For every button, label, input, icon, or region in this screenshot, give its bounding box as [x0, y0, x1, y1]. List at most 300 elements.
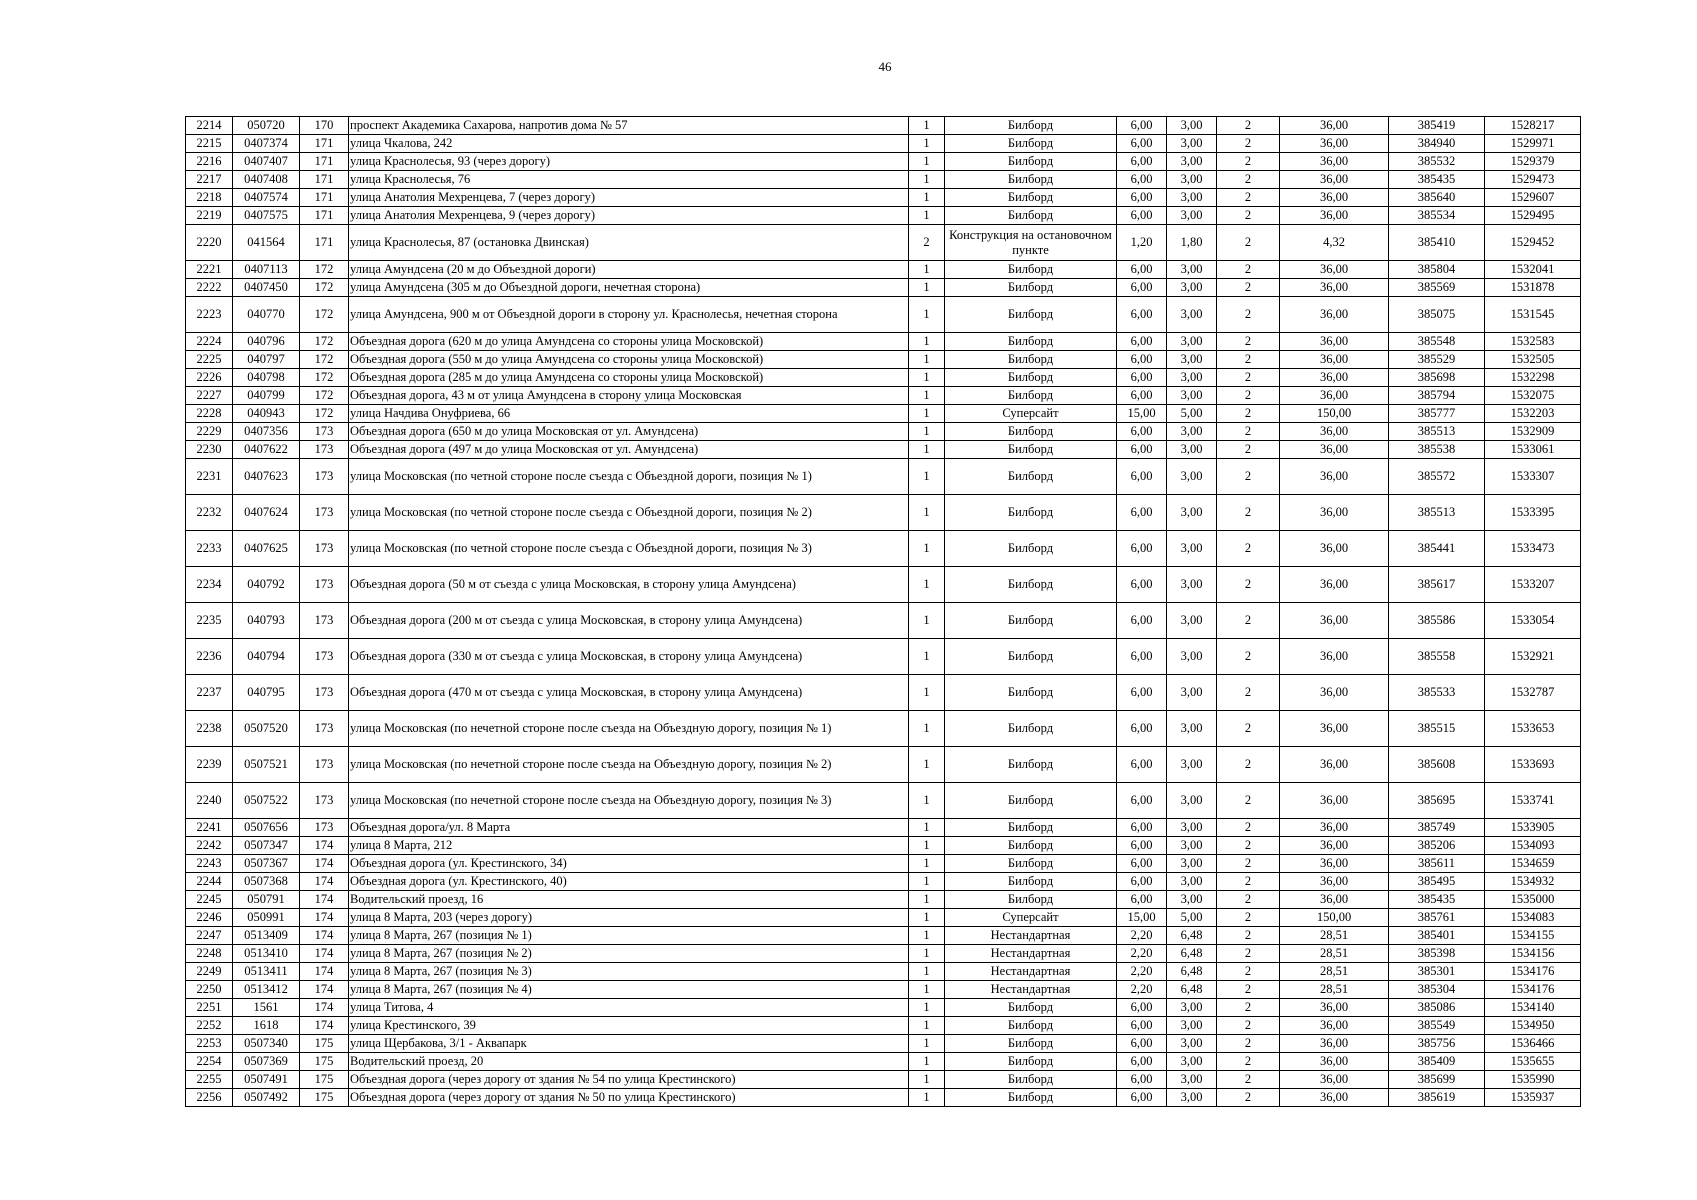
quantity-cell: 1: [909, 531, 945, 567]
coord-x-cell: 385794: [1389, 387, 1485, 405]
width-cell: 6,00: [1117, 387, 1167, 405]
quantity-cell: 1: [909, 603, 945, 639]
table-row: [186, 423, 1581, 441]
coord-y-cell: 1536466: [1485, 1035, 1581, 1053]
width-cell: 1,20: [1117, 225, 1167, 261]
coord-y-cell: 1532909: [1485, 423, 1581, 441]
sides-cell: 2: [1217, 819, 1280, 837]
row-number-cell: 2235: [186, 603, 233, 639]
area-cell: 36,00: [1280, 351, 1389, 369]
structure-id-cell: 0513409: [233, 927, 300, 945]
coord-x-cell: 385495: [1389, 873, 1485, 891]
width-cell: 6,00: [1117, 819, 1167, 837]
coord-y-cell: 1534156: [1485, 945, 1581, 963]
area-cell: 36,00: [1280, 171, 1389, 189]
height-cell: 3,00: [1167, 873, 1217, 891]
quantity-cell: 1: [909, 837, 945, 855]
address-cell: проспект Академика Сахарова, напротив дома № 57: [349, 117, 909, 135]
structure-type-cell: Билборд: [945, 1089, 1117, 1107]
height-cell: 6,48: [1167, 927, 1217, 945]
zone-number-cell: 172: [300, 279, 349, 297]
width-cell: 6,00: [1117, 603, 1167, 639]
coord-y-cell: 1534932: [1485, 873, 1581, 891]
address-cell: Объездная дорога (550 м до улица Амундсена со стороны улица Московской): [349, 351, 909, 369]
structure-type-cell: Билборд: [945, 1053, 1117, 1071]
row-number-cell: 2256: [186, 1089, 233, 1107]
width-cell: 6,00: [1117, 747, 1167, 783]
zone-number-cell: 171: [300, 153, 349, 171]
row-number-cell: 2232: [186, 495, 233, 531]
width-cell: 15,00: [1117, 909, 1167, 927]
sides-cell: 2: [1217, 1017, 1280, 1035]
width-cell: 6,00: [1117, 135, 1167, 153]
structure-id-cell: 0407356: [233, 423, 300, 441]
height-cell: 3,00: [1167, 189, 1217, 207]
zone-number-cell: 172: [300, 297, 349, 333]
structure-id-cell: 041564: [233, 225, 300, 261]
coord-y-cell: 1533653: [1485, 711, 1581, 747]
row-number-cell: 2218: [186, 189, 233, 207]
row-number-cell: 2239: [186, 747, 233, 783]
width-cell: 2,20: [1117, 945, 1167, 963]
zone-number-cell: 174: [300, 945, 349, 963]
height-cell: 6,48: [1167, 945, 1217, 963]
height-cell: 3,00: [1167, 369, 1217, 387]
row-number-cell: 2224: [186, 333, 233, 351]
quantity-cell: 1: [909, 1071, 945, 1089]
coord-x-cell: 384940: [1389, 135, 1485, 153]
row-number-cell: 2245: [186, 891, 233, 909]
sides-cell: 2: [1217, 495, 1280, 531]
coord-y-cell: 1532041: [1485, 261, 1581, 279]
structure-type-cell: Нестандартная: [945, 945, 1117, 963]
structure-id-cell: 040797: [233, 351, 300, 369]
structure-id-cell: 0407622: [233, 441, 300, 459]
coord-x-cell: 385586: [1389, 603, 1485, 639]
zone-number-cell: 173: [300, 747, 349, 783]
address-cell: улица Краснолесья, 93 (через дорогу): [349, 153, 909, 171]
structure-id-cell: 040796: [233, 333, 300, 351]
structure-id-cell: 0407574: [233, 189, 300, 207]
structure-id-cell: 040943: [233, 405, 300, 423]
coord-y-cell: 1528217: [1485, 117, 1581, 135]
table-row: [186, 675, 1581, 711]
height-cell: 3,00: [1167, 1089, 1217, 1107]
width-cell: 6,00: [1117, 1089, 1167, 1107]
quantity-cell: 1: [909, 171, 945, 189]
height-cell: 3,00: [1167, 459, 1217, 495]
row-number-cell: 2255: [186, 1071, 233, 1089]
quantity-cell: 1: [909, 423, 945, 441]
height-cell: 3,00: [1167, 153, 1217, 171]
address-cell: Объездная дорога (497 м до улица Московская от ул. Амундсена): [349, 441, 909, 459]
quantity-cell: 1: [909, 441, 945, 459]
zone-number-cell: 173: [300, 711, 349, 747]
structure-id-cell: 0507521: [233, 747, 300, 783]
table-row: [186, 351, 1581, 369]
zone-number-cell: 175: [300, 1035, 349, 1053]
height-cell: 3,00: [1167, 837, 1217, 855]
area-cell: 36,00: [1280, 819, 1389, 837]
area-cell: 36,00: [1280, 279, 1389, 297]
height-cell: 3,00: [1167, 855, 1217, 873]
area-cell: 36,00: [1280, 1053, 1389, 1071]
table-row: [186, 225, 1581, 261]
structure-type-cell: Билборд: [945, 837, 1117, 855]
zone-number-cell: 175: [300, 1053, 349, 1071]
table-row: [186, 333, 1581, 351]
height-cell: 3,00: [1167, 675, 1217, 711]
table-body: [186, 117, 1581, 1107]
row-number-cell: 2236: [186, 639, 233, 675]
height-cell: 3,00: [1167, 531, 1217, 567]
width-cell: 6,00: [1117, 873, 1167, 891]
table-row: [186, 873, 1581, 891]
width-cell: 15,00: [1117, 405, 1167, 423]
structure-id-cell: 0513412: [233, 981, 300, 999]
zone-number-cell: 175: [300, 1071, 349, 1089]
table-row: [186, 207, 1581, 225]
sides-cell: 2: [1217, 999, 1280, 1017]
address-cell: улица Московская (по четной стороне после съезда с Объездной дороги, позиция № 3): [349, 531, 909, 567]
sides-cell: 2: [1217, 1071, 1280, 1089]
coord-y-cell: 1534659: [1485, 855, 1581, 873]
quantity-cell: 1: [909, 639, 945, 675]
sides-cell: 2: [1217, 387, 1280, 405]
width-cell: 6,00: [1117, 153, 1167, 171]
structure-type-cell: Билборд: [945, 333, 1117, 351]
zone-number-cell: 172: [300, 405, 349, 423]
structure-id-cell: 0507492: [233, 1089, 300, 1107]
structure-type-cell: Билборд: [945, 495, 1117, 531]
address-cell: улица 8 Марта, 212: [349, 837, 909, 855]
height-cell: 5,00: [1167, 909, 1217, 927]
quantity-cell: 1: [909, 945, 945, 963]
address-cell: улица Чкалова, 242: [349, 135, 909, 153]
structure-id-cell: 040793: [233, 603, 300, 639]
area-cell: 36,00: [1280, 459, 1389, 495]
sides-cell: 2: [1217, 855, 1280, 873]
coord-y-cell: 1533741: [1485, 783, 1581, 819]
structure-id-cell: 0507347: [233, 837, 300, 855]
structure-type-cell: Билборд: [945, 459, 1117, 495]
width-cell: 6,00: [1117, 711, 1167, 747]
row-number-cell: 2221: [186, 261, 233, 279]
coord-x-cell: 385761: [1389, 909, 1485, 927]
advertising-structures-table: [185, 116, 1581, 1107]
structure-id-cell: 040794: [233, 639, 300, 675]
structure-type-cell: Билборд: [945, 855, 1117, 873]
structure-type-cell: Билборд: [945, 261, 1117, 279]
row-number-cell: 2214: [186, 117, 233, 135]
address-cell: Объездная дорога (620 м до улица Амундсена со стороны улица Московской): [349, 333, 909, 351]
area-cell: 28,51: [1280, 981, 1389, 999]
structure-type-cell: Билборд: [945, 297, 1117, 333]
quantity-cell: 1: [909, 207, 945, 225]
row-number-cell: 2217: [186, 171, 233, 189]
structure-id-cell: 0507368: [233, 873, 300, 891]
sides-cell: 2: [1217, 459, 1280, 495]
structure-type-cell: Билборд: [945, 1017, 1117, 1035]
structure-type-cell: Билборд: [945, 873, 1117, 891]
table-row: [186, 387, 1581, 405]
coord-y-cell: 1533905: [1485, 819, 1581, 837]
coord-x-cell: 385513: [1389, 423, 1485, 441]
structure-id-cell: 0407374: [233, 135, 300, 153]
address-cell: улица Амундсена, 900 м от Объездной дороги в сторону ул. Краснолесья, нечетная сторона: [349, 297, 909, 333]
address-cell: Объездная дорога (330 м от съезда с улица Московская, в сторону улица Амундсена): [349, 639, 909, 675]
table-row: [186, 171, 1581, 189]
table-row: [186, 999, 1581, 1017]
table-row: [186, 891, 1581, 909]
area-cell: 36,00: [1280, 873, 1389, 891]
height-cell: 1,80: [1167, 225, 1217, 261]
sides-cell: 2: [1217, 369, 1280, 387]
table-row: [186, 963, 1581, 981]
sides-cell: 2: [1217, 207, 1280, 225]
row-number-cell: 2244: [186, 873, 233, 891]
structure-type-cell: Билборд: [945, 1071, 1117, 1089]
coord-y-cell: 1535937: [1485, 1089, 1581, 1107]
row-number-cell: 2227: [186, 387, 233, 405]
width-cell: 6,00: [1117, 207, 1167, 225]
quantity-cell: 1: [909, 135, 945, 153]
structure-id-cell: 0407450: [233, 279, 300, 297]
coord-x-cell: 385777: [1389, 405, 1485, 423]
sides-cell: 2: [1217, 1089, 1280, 1107]
coord-y-cell: 1533307: [1485, 459, 1581, 495]
table-row: [186, 1089, 1581, 1107]
zone-number-cell: 174: [300, 855, 349, 873]
width-cell: 6,00: [1117, 459, 1167, 495]
structure-type-cell: Билборд: [945, 999, 1117, 1017]
structure-type-cell: Билборд: [945, 531, 1117, 567]
height-cell: 3,00: [1167, 1035, 1217, 1053]
area-cell: 36,00: [1280, 783, 1389, 819]
structure-type-cell: Билборд: [945, 567, 1117, 603]
zone-number-cell: 174: [300, 873, 349, 891]
coord-y-cell: 1533061: [1485, 441, 1581, 459]
quantity-cell: 1: [909, 981, 945, 999]
width-cell: 6,00: [1117, 531, 1167, 567]
address-cell: улица 8 Марта, 267 (позиция № 2): [349, 945, 909, 963]
area-cell: 36,00: [1280, 369, 1389, 387]
zone-number-cell: 173: [300, 531, 349, 567]
coord-x-cell: 385086: [1389, 999, 1485, 1017]
zone-number-cell: 173: [300, 819, 349, 837]
row-number-cell: 2216: [186, 153, 233, 171]
structure-id-cell: 0507522: [233, 783, 300, 819]
height-cell: 5,00: [1167, 405, 1217, 423]
table-row: [186, 783, 1581, 819]
zone-number-cell: 173: [300, 675, 349, 711]
quantity-cell: 1: [909, 927, 945, 945]
zone-number-cell: 171: [300, 207, 349, 225]
address-cell: Объездная дорога (ул. Крестинского, 34): [349, 855, 909, 873]
area-cell: 36,00: [1280, 153, 1389, 171]
zone-number-cell: 171: [300, 135, 349, 153]
table-row: [186, 711, 1581, 747]
area-cell: 36,00: [1280, 387, 1389, 405]
quantity-cell: 1: [909, 1035, 945, 1053]
quantity-cell: 1: [909, 783, 945, 819]
coord-x-cell: 385538: [1389, 441, 1485, 459]
area-cell: 36,00: [1280, 837, 1389, 855]
width-cell: 6,00: [1117, 423, 1167, 441]
structure-id-cell: 040770: [233, 297, 300, 333]
height-cell: 3,00: [1167, 711, 1217, 747]
quantity-cell: 1: [909, 819, 945, 837]
sides-cell: 2: [1217, 981, 1280, 999]
coord-y-cell: 1534155: [1485, 927, 1581, 945]
area-cell: 36,00: [1280, 1017, 1389, 1035]
area-cell: 36,00: [1280, 891, 1389, 909]
table-row: [186, 927, 1581, 945]
table-row: [186, 135, 1581, 153]
structure-id-cell: 0513411: [233, 963, 300, 981]
coord-y-cell: 1532075: [1485, 387, 1581, 405]
coord-x-cell: 385611: [1389, 855, 1485, 873]
area-cell: 150,00: [1280, 405, 1389, 423]
address-cell: Объездная дорога/ул. 8 Марта: [349, 819, 909, 837]
row-number-cell: 2252: [186, 1017, 233, 1035]
structure-type-cell: Суперсайт: [945, 405, 1117, 423]
zone-number-cell: 174: [300, 891, 349, 909]
table-row: [186, 1053, 1581, 1071]
structure-id-cell: 050720: [233, 117, 300, 135]
table-row: [186, 495, 1581, 531]
coord-y-cell: 1533207: [1485, 567, 1581, 603]
table-row: [186, 531, 1581, 567]
width-cell: 6,00: [1117, 117, 1167, 135]
address-cell: улица 8 Марта, 203 (через дорогу): [349, 909, 909, 927]
height-cell: 3,00: [1167, 819, 1217, 837]
coord-x-cell: 385410: [1389, 225, 1485, 261]
width-cell: 2,20: [1117, 963, 1167, 981]
table-row: [186, 1017, 1581, 1035]
structure-id-cell: 0407575: [233, 207, 300, 225]
zone-number-cell: 173: [300, 495, 349, 531]
zone-number-cell: 174: [300, 1017, 349, 1035]
coord-x-cell: 385549: [1389, 1017, 1485, 1035]
table-row: [186, 603, 1581, 639]
row-number-cell: 2219: [186, 207, 233, 225]
table-row: [186, 459, 1581, 495]
width-cell: 6,00: [1117, 1053, 1167, 1071]
zone-number-cell: 173: [300, 459, 349, 495]
coord-x-cell: 385572: [1389, 459, 1485, 495]
address-cell: улица Анатолия Мехренцева, 7 (через дорогу): [349, 189, 909, 207]
structure-id-cell: 050991: [233, 909, 300, 927]
quantity-cell: 1: [909, 675, 945, 711]
sides-cell: 2: [1217, 405, 1280, 423]
coord-y-cell: 1532787: [1485, 675, 1581, 711]
structure-type-cell: Билборд: [945, 135, 1117, 153]
table-row: [186, 117, 1581, 135]
zone-number-cell: 173: [300, 783, 349, 819]
address-cell: улица Московская (по нечетной стороне после съезда на Объездную дорогу, позиция № 1): [349, 711, 909, 747]
structure-type-cell: Билборд: [945, 675, 1117, 711]
coord-x-cell: 385419: [1389, 117, 1485, 135]
zone-number-cell: 173: [300, 639, 349, 675]
row-number-cell: 2231: [186, 459, 233, 495]
height-cell: 3,00: [1167, 999, 1217, 1017]
quantity-cell: 2: [909, 225, 945, 261]
area-cell: 36,00: [1280, 999, 1389, 1017]
quantity-cell: 1: [909, 1089, 945, 1107]
structure-id-cell: 1561: [233, 999, 300, 1017]
coord-y-cell: 1532298: [1485, 369, 1581, 387]
coord-x-cell: 385075: [1389, 297, 1485, 333]
row-number-cell: 2246: [186, 909, 233, 927]
width-cell: 6,00: [1117, 1017, 1167, 1035]
row-number-cell: 2243: [186, 855, 233, 873]
structure-type-cell: Билборд: [945, 819, 1117, 837]
structure-id-cell: 0507340: [233, 1035, 300, 1053]
coord-x-cell: 385698: [1389, 369, 1485, 387]
sides-cell: 2: [1217, 351, 1280, 369]
page-number: 46: [878, 59, 892, 74]
table-row: [186, 855, 1581, 873]
height-cell: 3,00: [1167, 171, 1217, 189]
zone-number-cell: 172: [300, 261, 349, 279]
coord-x-cell: 385301: [1389, 963, 1485, 981]
zone-number-cell: 171: [300, 171, 349, 189]
sides-cell: 2: [1217, 333, 1280, 351]
row-number-cell: 2242: [186, 837, 233, 855]
quantity-cell: 1: [909, 405, 945, 423]
structure-type-cell: Билборд: [945, 603, 1117, 639]
quantity-cell: 1: [909, 333, 945, 351]
row-number-cell: 2247: [186, 927, 233, 945]
sides-cell: 2: [1217, 531, 1280, 567]
coord-y-cell: 1529473: [1485, 171, 1581, 189]
coord-y-cell: 1529971: [1485, 135, 1581, 153]
row-number-cell: 2250: [186, 981, 233, 999]
coord-y-cell: 1534093: [1485, 837, 1581, 855]
height-cell: 3,00: [1167, 333, 1217, 351]
table-row: [186, 567, 1581, 603]
quantity-cell: 1: [909, 711, 945, 747]
address-cell: Объездная дорога (через дорогу от здания № 54 по улица Крестинского): [349, 1071, 909, 1089]
quantity-cell: 1: [909, 1017, 945, 1035]
height-cell: 3,00: [1167, 891, 1217, 909]
sides-cell: 2: [1217, 927, 1280, 945]
coord-y-cell: 1535655: [1485, 1053, 1581, 1071]
coord-y-cell: 1532921: [1485, 639, 1581, 675]
area-cell: 36,00: [1280, 117, 1389, 135]
area-cell: 36,00: [1280, 1089, 1389, 1107]
sides-cell: 2: [1217, 747, 1280, 783]
coord-y-cell: 1534083: [1485, 909, 1581, 927]
zone-number-cell: 173: [300, 423, 349, 441]
structure-type-cell: Билборд: [945, 783, 1117, 819]
address-cell: улица 8 Марта, 267 (позиция № 1): [349, 927, 909, 945]
quantity-cell: 1: [909, 117, 945, 135]
structure-type-cell: Билборд: [945, 189, 1117, 207]
coord-x-cell: 385435: [1389, 171, 1485, 189]
structure-id-cell: 0507491: [233, 1071, 300, 1089]
row-number-cell: 2225: [186, 351, 233, 369]
height-cell: 3,00: [1167, 441, 1217, 459]
width-cell: 6,00: [1117, 567, 1167, 603]
sides-cell: 2: [1217, 423, 1280, 441]
structure-type-cell: Нестандартная: [945, 927, 1117, 945]
coord-x-cell: 385558: [1389, 639, 1485, 675]
table-row: [186, 747, 1581, 783]
width-cell: 6,00: [1117, 261, 1167, 279]
height-cell: 3,00: [1167, 117, 1217, 135]
